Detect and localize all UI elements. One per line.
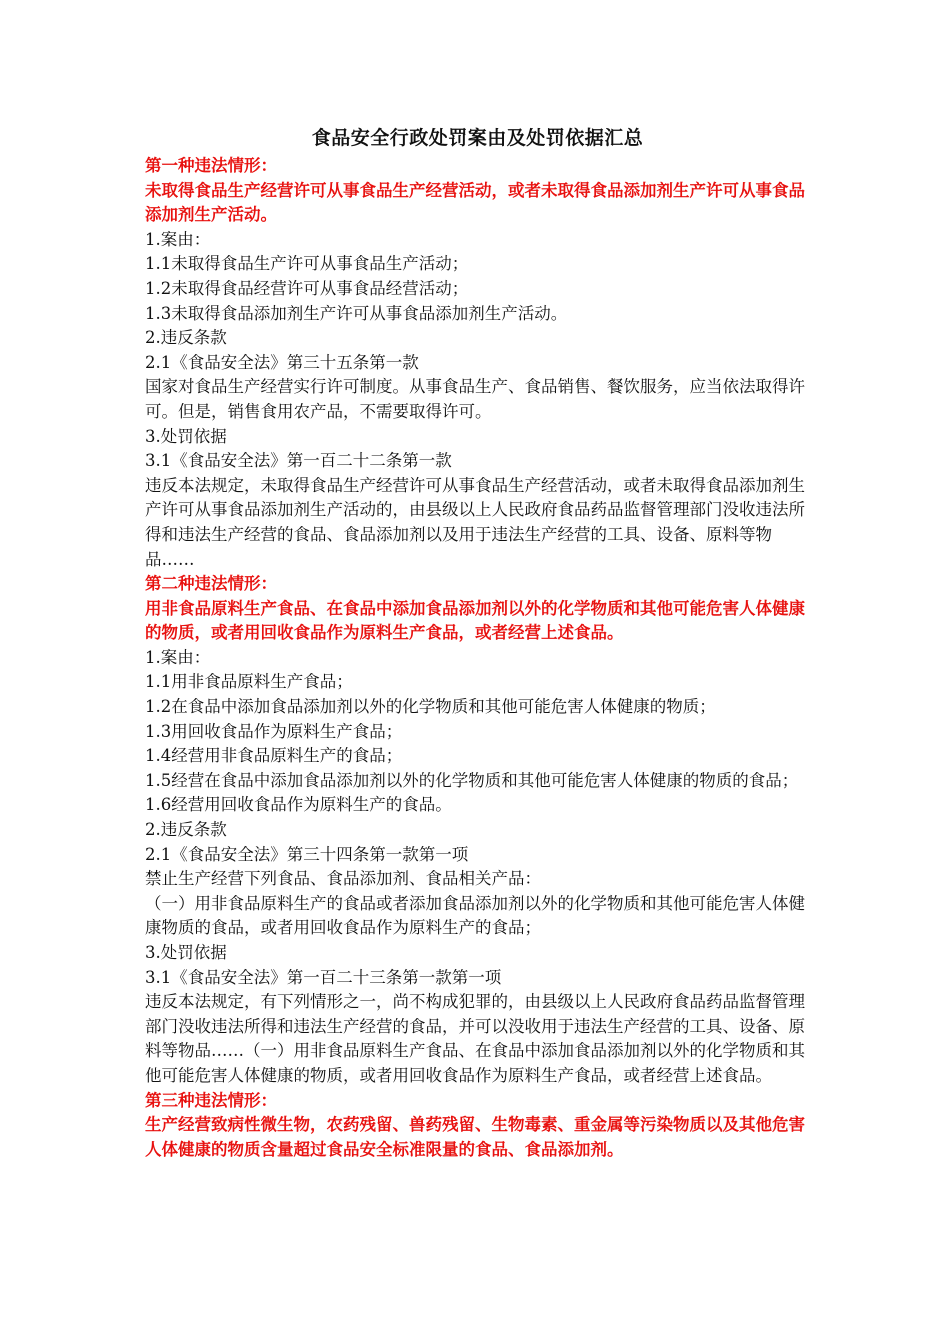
section-1-line: 3.1《食品安全法》第一百二十二条第一款 <box>145 451 452 471</box>
section-2-line: 违反本法规定，有下列情形之一，尚不构成犯罪的，由县级以上人民政府食品药品监督管理部门没收违法所得和违法生产经营的食品，并可以没收用于违法生产经营的工具、设备、原料等物品……（一）用非食品原料生产食品、在食品中添加食品添加剂以外的化学物质和其他可能危害人体健康的物质，或者用回收食品作为原料生产食品，或者经营上述食品。 <box>145 992 805 1085</box>
section-2-description: 用非食品原料生产食品、在食品中添加食品添加剂以外的化学物质和其他可能危害人体健康的物质，或者用回收食品作为原料生产食品，或者经营上述食品。 <box>145 598 805 643</box>
section-2-line: 1.4经营用非食品原料生产的食品； <box>145 746 403 766</box>
section-1-line: 国家对食品生产经营实行许可制度。从事食品生产、食品销售、餐饮服务，应当依法取得许可。但是，销售食用农产品，不需要取得许可。 <box>145 377 805 421</box>
section-2-line: 2.违反条款 <box>145 820 227 840</box>
section-2-line: 2.1《食品安全法》第三十四条第一款第一项 <box>145 844 469 864</box>
section-1-line: 1.1未取得食品生产许可从事食品生产活动； <box>145 254 469 274</box>
section-2-line: 1.案由： <box>145 647 211 667</box>
section-2-line: 1.2在食品中添加食品添加剂以外的化学物质和其他可能危害人体健康的物质； <box>145 697 716 717</box>
section-1-line: 1.2未取得食品经营许可从事食品经营活动； <box>145 278 469 298</box>
section-1-line: 2.1《食品安全法》第三十五条第一款 <box>145 352 419 372</box>
section-3-description: 生产经营致病性微生物，农药残留、兽药残留、生物毒素、重金属等污染物质以及其他危害人体健康的物质含量超过食品安全标准限量的食品、食品添加剂。 <box>145 1115 805 1159</box>
section-2-line: 1.1用非食品原料生产食品； <box>145 672 353 692</box>
section-1-line: 违反本法规定，未取得食品生产经营许可从事食品生产经营活动，或者未取得食品添加剂生产许可从事食品添加剂生产活动的，由县级以上人民政府食品药品监督管理部门没收违法所得和违法生产经营的食品、食品添加剂以及用于违法生产经营的工具、设备、原料等物品…… <box>145 475 805 569</box>
section-2-line: 1.5经营在食品中添加食品添加剂以外的化学物质和其他可能危害人体健康的物质的食品； <box>145 770 799 790</box>
section-2-line: 3.1《食品安全法》第一百二十三条第一款第一项 <box>145 967 502 987</box>
section-1-line: 1.3未取得食品添加剂生产许可从事食品添加剂生产活动。 <box>145 303 568 323</box>
section-2-line: 1.6经营用回收食品作为原料生产的食品。 <box>145 795 452 815</box>
section-1-heading: 第一种违法情形： <box>145 156 277 175</box>
section-2-heading: 第二种违法情形： <box>145 574 277 594</box>
document-title: 食品安全行政处罚案由及处罚依据汇总 <box>311 127 644 149</box>
section-2-line: 禁止生产经营下列食品、食品添加剂、食品相关产品： <box>145 869 541 889</box>
section-1-line: 1.案由： <box>145 229 211 249</box>
section-3-heading: 第三种违法情形： <box>145 1090 277 1110</box>
section-1-description: 未取得食品生产经营许可从事食品生产经营活动，或者未取得食品添加剂生产许可从事食品添加剂生产活动。 <box>145 180 805 225</box>
section-2-line: 1.3用回收食品作为原料生产食品； <box>145 721 403 741</box>
section-2-line: （一）用非食品原料生产的食品或者添加食品添加剂以外的化学物质和其他可能危害人体健康物质的食品，或者用回收食品作为原料生产的食品； <box>145 893 805 938</box>
section-2-line: 3.处罚依据 <box>145 943 227 962</box>
section-1-line: 2.违反条款 <box>145 328 227 348</box>
section-1-line: 3.处罚依据 <box>145 426 227 446</box>
document-page <box>145 124 810 1162</box>
